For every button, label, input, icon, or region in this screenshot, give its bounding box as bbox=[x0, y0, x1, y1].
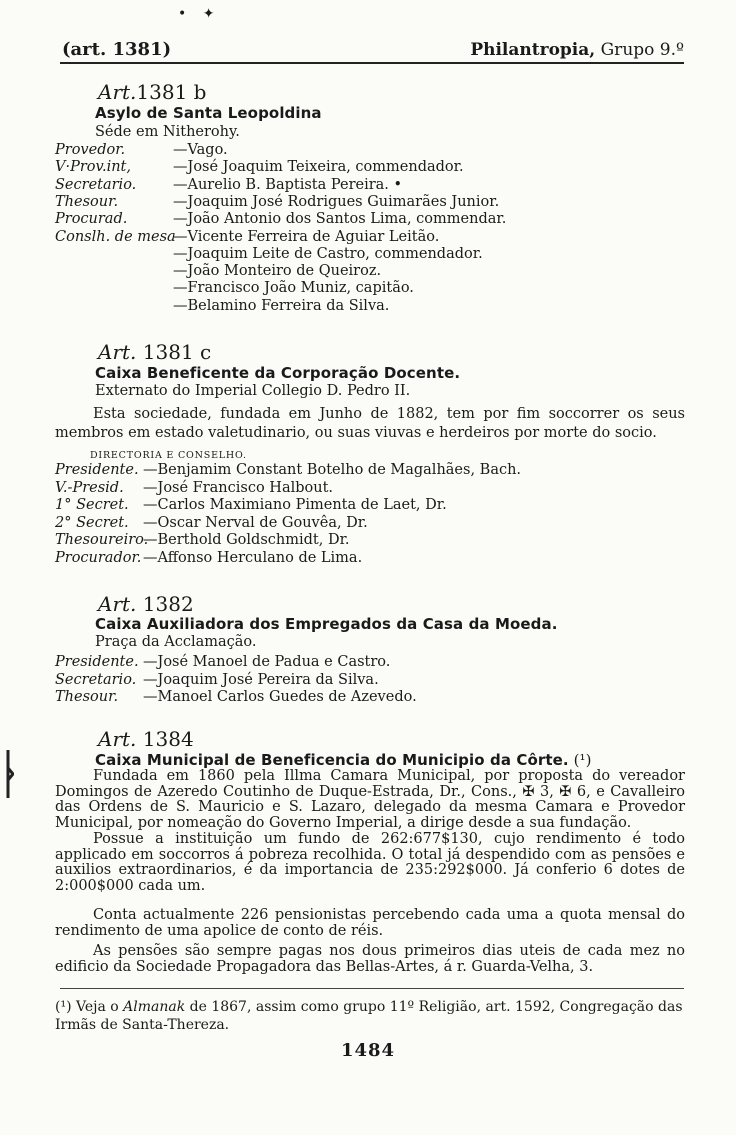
section-title: Caixa Beneficente da Corporação Docente. bbox=[95, 364, 461, 382]
section-paragraph: Fundada em 1860 pela Illma Camara Municipal, por proposta do vereador Domingos de Azeredo Coutinho de Duque-Estrada, Dr., Cons., ✠ 3, ✠ 6, e Cavalleiro das Ordens de S. Mauricio e S. Lazaro, delegado da mesma Camara e Provedor Municipal, por nomeação do Governo Imperial, a dirige desde a sua fundação. bbox=[55, 768, 685, 831]
officer-role: Presidente. bbox=[55, 654, 139, 670]
officer-role: Presidente. bbox=[55, 462, 139, 478]
officer-role: Provedor. bbox=[55, 142, 126, 158]
officer-name: —Joaquim Leite de Castro, commendador. bbox=[173, 245, 483, 262]
article-number: Art. 1381 c bbox=[98, 340, 212, 364]
officer-name: —Joaquim José Pereira da Silva. bbox=[143, 671, 379, 688]
footnote-rule bbox=[60, 988, 684, 989]
section-paragraph: As pensões são sempre pagas nos dous primeiros dias uteis de cada mez no edificio da Sociedade Propagadora das Bellas-Artes, á r. Guarda-Velha, 3. bbox=[55, 943, 685, 975]
officer-role: Procurad. bbox=[55, 211, 128, 228]
officer-role: 2° Secret. bbox=[55, 514, 129, 531]
officer-role: Thesour. bbox=[55, 193, 119, 210]
officer-row bbox=[55, 228, 440, 249]
officer-name: —José Joaquim Teixeira, commendador. bbox=[173, 159, 464, 176]
officer-role: V.-Presid. bbox=[55, 479, 124, 496]
officer-name: —José Francisco Halbout. bbox=[143, 479, 334, 496]
running-header bbox=[62, 32, 684, 60]
officer-name: —Manoel Carlos Guedes de Azevedo. bbox=[143, 689, 417, 705]
section-subtitle: Externato do Imperial Collegio D. Pedro II. bbox=[95, 383, 411, 399]
section-title: Caixa Auxiliadora dos Empregados da Casa da Moeda. bbox=[95, 615, 558, 633]
printer-marks: • ✦ bbox=[178, 6, 221, 22]
officer-name: —Belamino Ferreira da Silva. bbox=[173, 297, 390, 314]
article-number: Art.1381 b bbox=[98, 80, 207, 104]
officer-role: Conslh. de mesa bbox=[55, 228, 176, 245]
officer-name: —Affonso Herculano de Lima. bbox=[143, 549, 363, 566]
officer-name: —Oscar Nerval de Gouvêa, Dr. bbox=[143, 514, 368, 531]
article-number: Art. 1384 bbox=[98, 727, 194, 751]
officer-name: —Benjamim Constant Botelho de Magalhães, Bach. bbox=[143, 462, 522, 478]
officer-name: —Aurelio B. Baptista Pereira. • bbox=[173, 176, 403, 193]
officer-role: Secretario. bbox=[55, 671, 137, 688]
officer-name: —João Antonio dos Santos Lima, commendar. bbox=[173, 211, 507, 228]
article-number: Art. 1382 bbox=[98, 592, 194, 616]
header-article-range: (art. 1381) bbox=[62, 39, 172, 60]
header-rule bbox=[60, 62, 684, 64]
officer-name: —Berthold Goldschmidt, Dr. bbox=[143, 532, 350, 548]
section-paragraph: Possue a instituição um fundo de 262:677$130, cujo rendimento é todo applicado em soccorros á pobreza recolhida. O total já despendido com as pensões e auxilios extraordinarios, é da importancia de 235:292$000. Já conferio 6 dotes de 2:000$000 cada um. bbox=[55, 831, 685, 894]
officer-name: —Vago. bbox=[173, 142, 228, 158]
officer-role: Procurador. bbox=[55, 549, 142, 566]
officer-name: —José Manoel de Padua e Castro. bbox=[143, 654, 391, 670]
directory-heading: DIRECTORIA E CONSELHO. bbox=[90, 450, 247, 461]
header-section: Philantropia, Grupo 9.º bbox=[470, 40, 684, 60]
officer-role: 1° Secret. bbox=[55, 497, 129, 513]
officer-row bbox=[55, 689, 417, 709]
officer-name: —Francisco João Muniz, capitão. bbox=[173, 280, 414, 297]
officer-name: —Joaquim José Rodrigues Guimarães Junior. bbox=[173, 193, 500, 210]
officer-name: —Vicente Ferreira de Aguiar Leitão. bbox=[173, 228, 440, 245]
officer-role: V·Prov.int, bbox=[55, 159, 131, 176]
section-paragraph: Esta sociedade, fundada em Junho de 1882, tem por fim soccorrer os seus membros em estado valetudinario, ou suas viuvas e herdeiros por morte do socio. bbox=[55, 406, 685, 441]
footnote: (¹) Veja o Almanak de 1867, assim como grupo 11º Religião, art. 1592, Congregação das Irmãs de Santa-Thereza. bbox=[55, 999, 683, 1033]
officer-row bbox=[55, 549, 363, 570]
section-subtitle: Praça da Acclamação. bbox=[95, 634, 257, 650]
section-title: Caixa Municipal de Beneficencia do Municipio da Côrte. (¹) bbox=[95, 751, 592, 769]
section-paragraph: Conta actualmente 226 pensionistas percebendo cada uma a quota mensal do rendimento de uma apolice de conto de réis. bbox=[55, 907, 685, 939]
officer-name: —Carlos Maximiano Pimenta de Laet, Dr. bbox=[143, 497, 447, 513]
officer-name: —João Monteiro de Queiroz. bbox=[173, 263, 382, 280]
officer-role: Thesour. bbox=[55, 689, 119, 705]
margin-bracket-mark bbox=[2, 748, 14, 800]
officer-role: Secretario. bbox=[55, 176, 137, 193]
section-title: Asylo de Santa Leopoldina bbox=[95, 104, 322, 122]
section-seat: Séde em Nitherohy. bbox=[95, 124, 240, 140]
page-number: 1484 bbox=[340, 1040, 396, 1061]
officer-role: Thesoureiro. bbox=[55, 532, 149, 548]
